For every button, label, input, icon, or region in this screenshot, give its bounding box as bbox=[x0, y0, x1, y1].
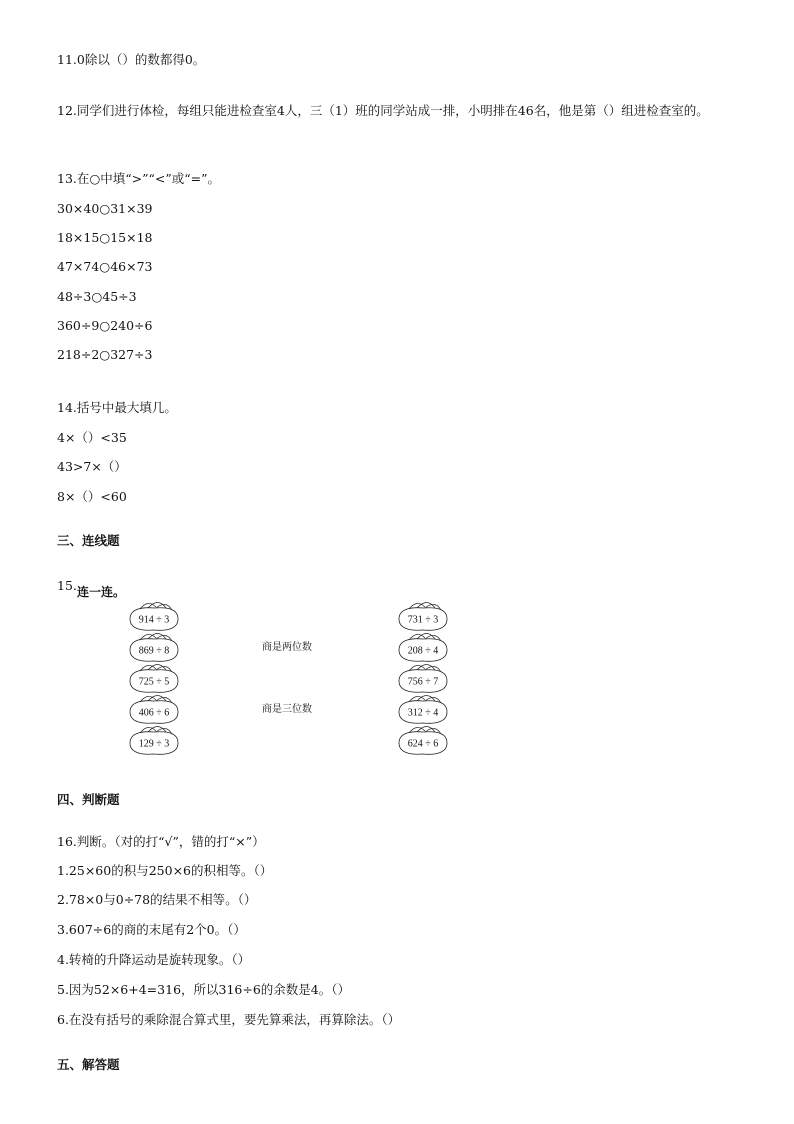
question-13-item: 360÷9○240÷6 bbox=[57, 318, 153, 333]
question-13-item: 30×40○31×39 bbox=[57, 201, 153, 216]
question-13-item: 18×15○15×18 bbox=[57, 230, 153, 245]
question-13-title: 13.在○中填“>”“<”或“=”。 bbox=[57, 171, 221, 186]
left-bubble[interactable] bbox=[130, 696, 178, 724]
right-bubble[interactable] bbox=[399, 634, 447, 662]
left-bubble-column bbox=[130, 603, 178, 755]
question-16-item: 5.因为52×6+4=316，所以316÷6的余数是4。（） bbox=[57, 982, 351, 997]
question-16-item: 1.25×60的积与250×6的积相等。（） bbox=[57, 863, 273, 878]
bubble-tuft bbox=[409, 603, 441, 611]
section-heading-solve: 五、解答题 bbox=[57, 1057, 120, 1072]
bubble-tuft bbox=[140, 696, 172, 704]
question-12: 12.同学们进行体检，每组只能进检查室4人，三（1）班的同学站成一排，小明排在46名，他是第（）组进检查室的。 bbox=[57, 103, 709, 118]
question-16-title: 16.判断。（对的打“√”，错的打“×”） bbox=[57, 834, 265, 849]
question-15-title: 连一连。 bbox=[77, 585, 126, 599]
right-expression: 208 ÷ 4 bbox=[407, 645, 439, 657]
right-bubble[interactable] bbox=[399, 696, 447, 724]
question-11: 11.0除以（）的数都得0。 bbox=[57, 52, 206, 67]
left-bubble[interactable] bbox=[130, 634, 178, 662]
right-expression: 756 ÷ 7 bbox=[407, 676, 439, 688]
right-bubble[interactable] bbox=[399, 665, 447, 693]
bubble-tuft bbox=[409, 727, 441, 735]
bubble-tuft bbox=[140, 634, 172, 642]
question-13-item: 218÷2○327÷3 bbox=[57, 347, 153, 362]
bubble-tuft bbox=[409, 634, 441, 642]
question-13-item: 48÷3○45÷3 bbox=[57, 289, 137, 304]
right-expression: 624 ÷ 6 bbox=[407, 738, 439, 750]
middle-label-three-digit: 商是三位数 bbox=[262, 704, 312, 715]
bubble-tuft bbox=[409, 665, 441, 673]
question-14-item: 43>7×（） bbox=[57, 459, 127, 474]
question-16-item: 4.转椅的升降运动是旋转现象。（） bbox=[57, 952, 251, 967]
section-heading-matching: 三、连线题 bbox=[57, 533, 120, 548]
bubble-tuft bbox=[140, 603, 172, 611]
question-14-title: 14.括号中最大填几。 bbox=[57, 400, 177, 415]
left-bubble[interactable] bbox=[130, 603, 178, 631]
left-bubble[interactable] bbox=[130, 665, 178, 693]
right-expression: 312 ÷ 4 bbox=[407, 707, 439, 719]
right-bubble[interactable] bbox=[399, 727, 447, 755]
question-15-number: 15. bbox=[57, 578, 77, 593]
left-bubble[interactable] bbox=[130, 727, 178, 755]
question-16-item: 2.78×0与0÷78的结果不相等。（） bbox=[57, 892, 257, 907]
left-expression: 869 ÷ 8 bbox=[138, 645, 170, 657]
question-16-item: 3.607÷6的商的末尾有2个0。（） bbox=[57, 922, 246, 937]
section-heading-judgement: 四、判断题 bbox=[57, 792, 120, 807]
middle-label-two-digit: 商是两位数 bbox=[262, 642, 312, 653]
right-bubble[interactable] bbox=[399, 603, 447, 631]
bubble-tuft bbox=[140, 665, 172, 673]
bubble-tuft bbox=[409, 696, 441, 704]
left-expression: 129 ÷ 3 bbox=[138, 738, 170, 750]
left-expression: 406 ÷ 6 bbox=[138, 707, 170, 719]
question-14-item: 4×（）<35 bbox=[57, 430, 127, 445]
question-14-item: 8×（）<60 bbox=[57, 489, 127, 504]
right-bubble-column bbox=[399, 603, 447, 755]
left-expression: 914 ÷ 3 bbox=[138, 614, 170, 626]
question-16-item: 6.在没有括号的乘除混合算式里，要先算乘法，再算除法。（） bbox=[57, 1012, 401, 1027]
left-expression: 725 ÷ 5 bbox=[138, 676, 170, 688]
bubble-tuft bbox=[140, 727, 172, 735]
right-expression: 731 ÷ 3 bbox=[407, 614, 439, 626]
question-13-item: 47×74○46×73 bbox=[57, 259, 153, 274]
